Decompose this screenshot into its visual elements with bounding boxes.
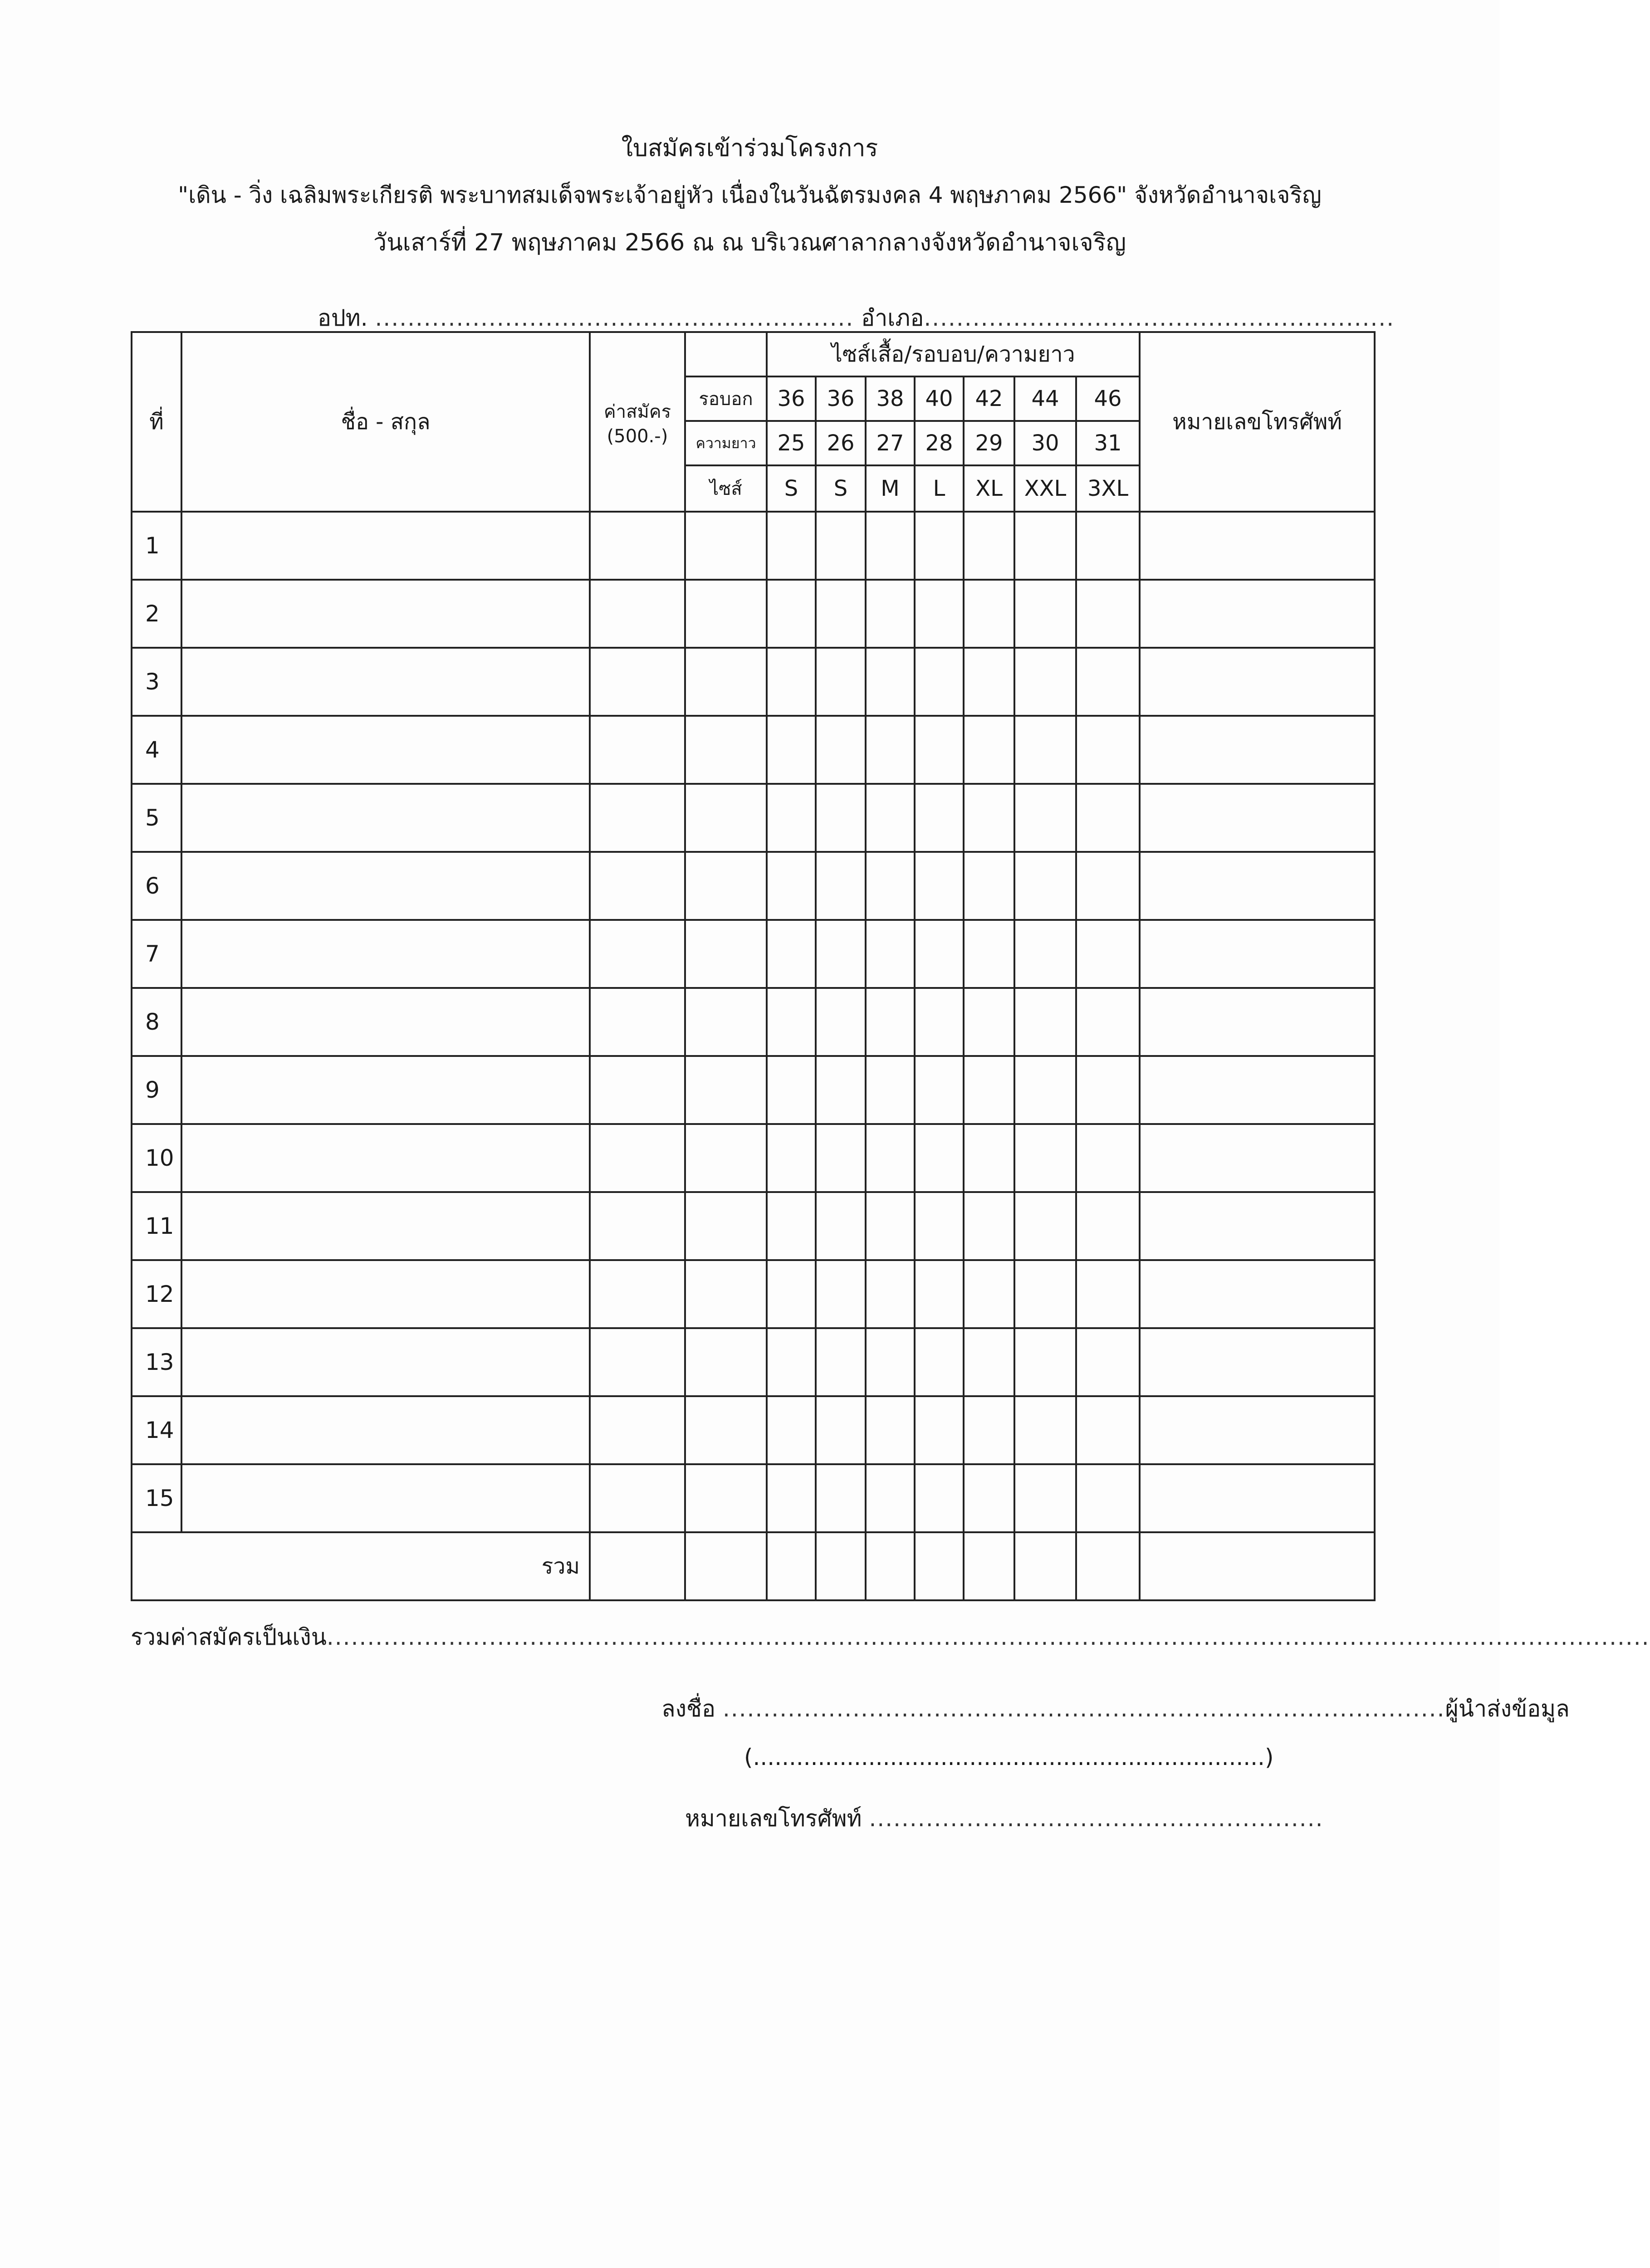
fee-cell[interactable] [590,1328,685,1396]
table-row [132,988,1375,1056]
total-size-cell[interactable] [767,1532,816,1600]
col-header-phone: หมายเลขโทรศัพท์ [1140,332,1375,512]
size-check-cell[interactable] [915,716,964,784]
fee-cell[interactable] [590,1192,685,1260]
length-label: ความยาว [685,421,767,465]
size-spacer-cell [685,716,767,784]
total-size-cell[interactable] [915,1532,964,1600]
row-number: 7 [132,920,181,988]
size-check-cell[interactable] [964,852,1014,920]
chest-value: 44 [1014,376,1076,421]
size-check-cell[interactable] [866,1260,915,1328]
printed-name-field[interactable]: (.......................................................................) [744,1744,1274,1770]
size-spacer-cell [685,1464,767,1532]
size-check-cell[interactable] [964,988,1014,1056]
fee-cell[interactable] [590,1124,685,1192]
size-check-cell[interactable] [964,648,1014,716]
size-check-cell[interactable] [866,1328,915,1396]
signature-label: ลงชื่อ [661,1696,716,1722]
size-check-cell[interactable] [1014,1328,1076,1396]
name-cell[interactable] [181,920,590,988]
length-value: 26 [816,421,866,465]
fee-cell[interactable] [590,852,685,920]
total-fee-cell[interactable] [590,1532,685,1600]
length-value: 29 [964,421,1014,465]
row-number: 10 [132,1124,181,1192]
table-row [132,716,1375,784]
phone-cell[interactable] [1140,920,1375,988]
size-check-cell[interactable] [767,1396,816,1464]
size-check-cell[interactable] [1076,1056,1140,1124]
total-spacer-cell [685,1532,767,1600]
event-date-venue: วันเสาร์ที่ 27 พฤษภาคม 2566 ณ ณ บริเวณศาลากลางจังหวัดอำนาจเจริญ [373,229,1126,256]
table-row [132,852,1375,920]
size-check-cell[interactable] [1076,784,1140,852]
length-value: 28 [915,421,964,465]
size-check-cell[interactable] [915,920,964,988]
phone-line [685,1801,1323,1837]
total-row [132,1532,1375,1600]
size-check-cell[interactable] [964,1260,1014,1328]
row-number: 12 [132,1260,181,1328]
size-check-cell[interactable] [866,1396,915,1464]
size-check-cell[interactable] [1076,1464,1140,1532]
size-check-cell[interactable] [1014,1464,1076,1532]
org-label: อปท. [318,305,368,331]
size-spacer-cell [685,1056,767,1124]
signature-role: ผู้นำส่งข้อมูล [1445,1696,1570,1722]
phone-cell[interactable] [1140,648,1375,716]
total-size-cell[interactable] [964,1532,1014,1600]
size-check-cell[interactable] [1014,716,1076,784]
chest-value: 46 [1076,376,1140,421]
size-check-cell[interactable] [767,1124,816,1192]
name-cell[interactable] [181,1124,590,1192]
size-check-cell[interactable] [767,1056,816,1124]
size-check-cell[interactable] [915,784,964,852]
row-number: 15 [132,1464,181,1532]
phone-cell[interactable] [1140,1328,1375,1396]
size-check-cell[interactable] [1014,1056,1076,1124]
name-cell[interactable] [181,1464,590,1532]
size-check-cell[interactable] [1014,988,1076,1056]
size-check-cell[interactable] [866,1056,915,1124]
table-row [132,1124,1375,1192]
table-row [132,1464,1375,1532]
size-value: 3XL [1076,465,1140,512]
size-check-cell[interactable] [816,1464,866,1532]
size-check-cell[interactable] [915,512,964,580]
fee-cell[interactable] [590,1260,685,1328]
fee-cell[interactable] [590,784,685,852]
phone-cell[interactable] [1140,1056,1375,1124]
total-size-cell[interactable] [1014,1532,1076,1600]
size-check-cell[interactable] [767,988,816,1056]
size-check-cell[interactable] [816,1328,866,1396]
table-row [132,1056,1375,1124]
size-check-cell[interactable] [915,648,964,716]
size-check-cell[interactable] [915,1192,964,1260]
size-check-cell[interactable] [964,716,1014,784]
size-check-cell[interactable] [816,1124,866,1192]
fee-cell[interactable] [590,716,685,784]
name-cell[interactable] [181,1328,590,1396]
table-row [132,580,1375,648]
fee-cell[interactable] [590,512,685,580]
size-check-cell[interactable] [964,1124,1014,1192]
size-check-cell[interactable] [767,648,816,716]
size-value: M [866,465,915,512]
size-check-cell[interactable] [816,1056,866,1124]
table-row [132,1396,1375,1464]
size-check-cell[interactable] [767,920,816,988]
size-check-cell[interactable] [816,716,866,784]
size-check-cell[interactable] [1014,1192,1076,1260]
size-check-cell[interactable] [866,512,915,580]
size-check-cell[interactable] [1014,1260,1076,1328]
size-check-cell[interactable] [915,1464,964,1532]
phone-cell[interactable] [1140,580,1375,648]
col-header-shirt-group: ไซส์เสื้อ/รอบอบ/ความยาว [767,332,1140,376]
signature-line [661,1691,1570,1727]
total-fee-field[interactable]: ................................................................................................................................................................... [326,1624,1650,1650]
size-check-cell[interactable] [866,988,915,1056]
size-spacer-cell [685,988,767,1056]
phone-cell[interactable] [1140,1260,1375,1328]
size-check-cell[interactable] [767,852,816,920]
col-header-no: ที่ [132,332,181,512]
table-row [132,1192,1375,1260]
fee-cell[interactable] [590,920,685,988]
size-check-cell[interactable] [767,1464,816,1532]
phone-cell[interactable] [1140,784,1375,852]
name-cell[interactable] [181,1192,590,1260]
size-check-cell[interactable] [866,852,915,920]
size-spacer-cell [685,920,767,988]
table-row [132,784,1375,852]
table-row [132,1260,1375,1328]
col-header-fee [590,332,685,512]
size-check-cell[interactable] [767,784,816,852]
size-check-cell[interactable] [964,580,1014,648]
size-check-cell[interactable] [767,1260,816,1328]
name-cell[interactable] [181,1056,590,1124]
size-spacer-cell [685,852,767,920]
size-check-cell[interactable] [1076,512,1140,580]
size-check-cell[interactable] [1076,580,1140,648]
org-field[interactable]: ........................................................... [375,305,854,331]
name-cell[interactable] [181,1260,590,1328]
phone-cell[interactable] [1140,1464,1375,1532]
signature-field[interactable]: ......................................................................................... [722,1696,1445,1722]
chest-value: 36 [816,376,866,421]
size-check-cell[interactable] [1076,852,1140,920]
row-number: 5 [132,784,181,852]
amphoe-label: อำเภอ [861,305,924,331]
size-check-cell[interactable] [866,784,915,852]
size-check-cell[interactable] [1076,1124,1140,1192]
length-value: 30 [1014,421,1076,465]
size-check-cell[interactable] [866,920,915,988]
size-check-cell[interactable] [866,1464,915,1532]
size-check-cell[interactable] [964,1056,1014,1124]
size-check-cell[interactable] [915,1124,964,1192]
size-check-cell[interactable] [964,920,1014,988]
size-check-cell[interactable] [915,988,964,1056]
name-cell[interactable] [181,784,590,852]
fee-cell[interactable] [590,648,685,716]
total-phone-cell [1140,1532,1375,1600]
fee-cell[interactable] [590,580,685,648]
amphoe-field[interactable]: .......................................................... [924,305,1395,331]
size-check-cell[interactable] [964,1192,1014,1260]
size-check-cell[interactable] [1014,1396,1076,1464]
size-check-cell[interactable] [816,1260,866,1328]
fee-cell[interactable] [590,988,685,1056]
size-label: ไซส์ [685,465,767,512]
table-row [132,648,1375,716]
phone-label: หมายเลขโทรศัพท์ [685,1805,862,1832]
row-number: 8 [132,988,181,1056]
chest-value: 42 [964,376,1014,421]
name-cell[interactable] [181,1396,590,1464]
size-check-cell[interactable] [1076,648,1140,716]
row-number: 4 [132,716,181,784]
row-number: 6 [132,852,181,920]
total-fee-label: รวมค่าสมัครเป็นเงิน [131,1624,327,1650]
size-spacer-cell [685,648,767,716]
size-check-cell[interactable] [866,580,915,648]
size-check-cell[interactable] [1076,1192,1140,1260]
size-spacer-cell [685,512,767,580]
size-check-cell[interactable] [1076,1396,1140,1464]
size-check-cell[interactable] [964,1328,1014,1396]
size-check-cell[interactable] [767,580,816,648]
size-check-cell[interactable] [915,852,964,920]
phone-cell[interactable] [1140,852,1375,920]
size-spacer-cell [685,784,767,852]
size-check-cell[interactable] [767,1328,816,1396]
size-check-cell[interactable] [816,1192,866,1260]
size-check-cell[interactable] [964,1464,1014,1532]
size-value: XXL [1014,465,1076,512]
size-check-cell[interactable] [816,1396,866,1464]
name-cell[interactable] [181,988,590,1056]
name-cell[interactable] [181,580,590,648]
total-size-cell[interactable] [1076,1532,1140,1600]
size-value: XL [964,465,1014,512]
size-check-cell[interactable] [866,1124,915,1192]
size-check-cell[interactable] [816,852,866,920]
fee-cell[interactable] [590,1056,685,1124]
fee-amount: (500.-) [607,426,668,447]
name-cell[interactable] [181,648,590,716]
size-check-cell[interactable] [1076,1328,1140,1396]
name-cell[interactable] [181,852,590,920]
size-spacer-cell [685,1192,767,1260]
size-check-cell[interactable] [964,512,1014,580]
phone-field[interactable]: ........................................................ [869,1805,1324,1832]
fee-label: ค่าสมัคร [603,401,671,422]
size-check-cell[interactable] [1014,1124,1076,1192]
size-check-cell[interactable] [816,784,866,852]
size-check-cell[interactable] [1014,512,1076,580]
size-check-cell[interactable] [866,1192,915,1260]
length-value: 25 [767,421,816,465]
size-check-cell[interactable] [915,1396,964,1464]
registration-table [131,331,1376,1601]
row-number: 13 [132,1328,181,1396]
size-check-cell[interactable] [767,512,816,580]
phone-cell[interactable] [1140,716,1375,784]
phone-cell[interactable] [1140,1124,1375,1192]
size-value: L [915,465,964,512]
col-header-name: ชื่อ - สกุล [181,332,590,512]
phone-cell[interactable] [1140,1396,1375,1464]
table-row [132,512,1375,580]
row-number: 11 [132,1192,181,1260]
size-spacer-cell [685,1124,767,1192]
size-check-cell[interactable] [1014,852,1076,920]
size-check-cell[interactable] [816,580,866,648]
size-check-cell[interactable] [1076,988,1140,1056]
name-cell[interactable] [181,512,590,580]
size-spacer-cell [685,1396,767,1464]
size-check-cell[interactable] [1076,716,1140,784]
size-value: S [767,465,816,512]
row-number: 3 [132,648,181,716]
size-check-cell[interactable] [1014,648,1076,716]
total-size-cell[interactable] [866,1532,915,1600]
size-check-cell[interactable] [866,716,915,784]
size-value: S [816,465,866,512]
length-value: 27 [866,421,915,465]
size-check-cell[interactable] [767,1192,816,1260]
size-spacer-cell [685,1260,767,1328]
size-check-cell[interactable] [816,988,866,1056]
table-row [132,1328,1375,1396]
size-spacer-cell [685,580,767,648]
form-title: ใบสมัครเข้าร่วมโครงการ [621,135,878,162]
size-check-cell[interactable] [767,716,816,784]
total-fee-line [131,1619,1650,1655]
fee-cell[interactable] [590,1396,685,1464]
phone-cell[interactable] [1140,512,1375,580]
size-check-cell[interactable] [816,648,866,716]
size-check-cell[interactable] [1076,1260,1140,1328]
row-number: 1 [132,512,181,580]
event-title: "เดิน - วิ่ง เฉลิมพระเกียรติ พระบาทสมเด็จพระเจ้าอยู่หัว เนื่องในวันฉัตรมงคล 4 พฤษภาคม 2566" จังหวัดอำนาจเจริญ [178,182,1322,208]
size-check-cell[interactable] [964,1396,1014,1464]
phone-cell[interactable] [1140,1192,1375,1260]
table-row [132,920,1375,988]
size-check-cell[interactable] [866,648,915,716]
size-check-cell[interactable] [1014,580,1076,648]
size-check-cell[interactable] [915,580,964,648]
total-size-cell[interactable] [816,1532,866,1600]
size-check-cell[interactable] [1014,784,1076,852]
phone-cell[interactable] [1140,988,1375,1056]
row-number: 14 [132,1396,181,1464]
size-check-cell[interactable] [915,1056,964,1124]
row-number: 9 [132,1056,181,1124]
length-value: 31 [1076,421,1140,465]
size-check-cell[interactable] [915,1260,964,1328]
size-check-cell[interactable] [1014,920,1076,988]
chest-value: 38 [866,376,915,421]
row-number: 2 [132,580,181,648]
fee-cell[interactable] [590,1464,685,1532]
size-check-cell[interactable] [816,512,866,580]
chest-value: 40 [915,376,964,421]
size-check-cell[interactable] [964,784,1014,852]
size-check-cell[interactable] [1076,920,1140,988]
name-cell[interactable] [181,716,590,784]
size-spacer-cell [685,1328,767,1396]
chest-label: รอบอก [685,376,767,421]
size-check-cell[interactable] [816,920,866,988]
chest-value: 36 [767,376,816,421]
size-check-cell[interactable] [915,1328,964,1396]
total-label: รวม [132,1532,590,1600]
